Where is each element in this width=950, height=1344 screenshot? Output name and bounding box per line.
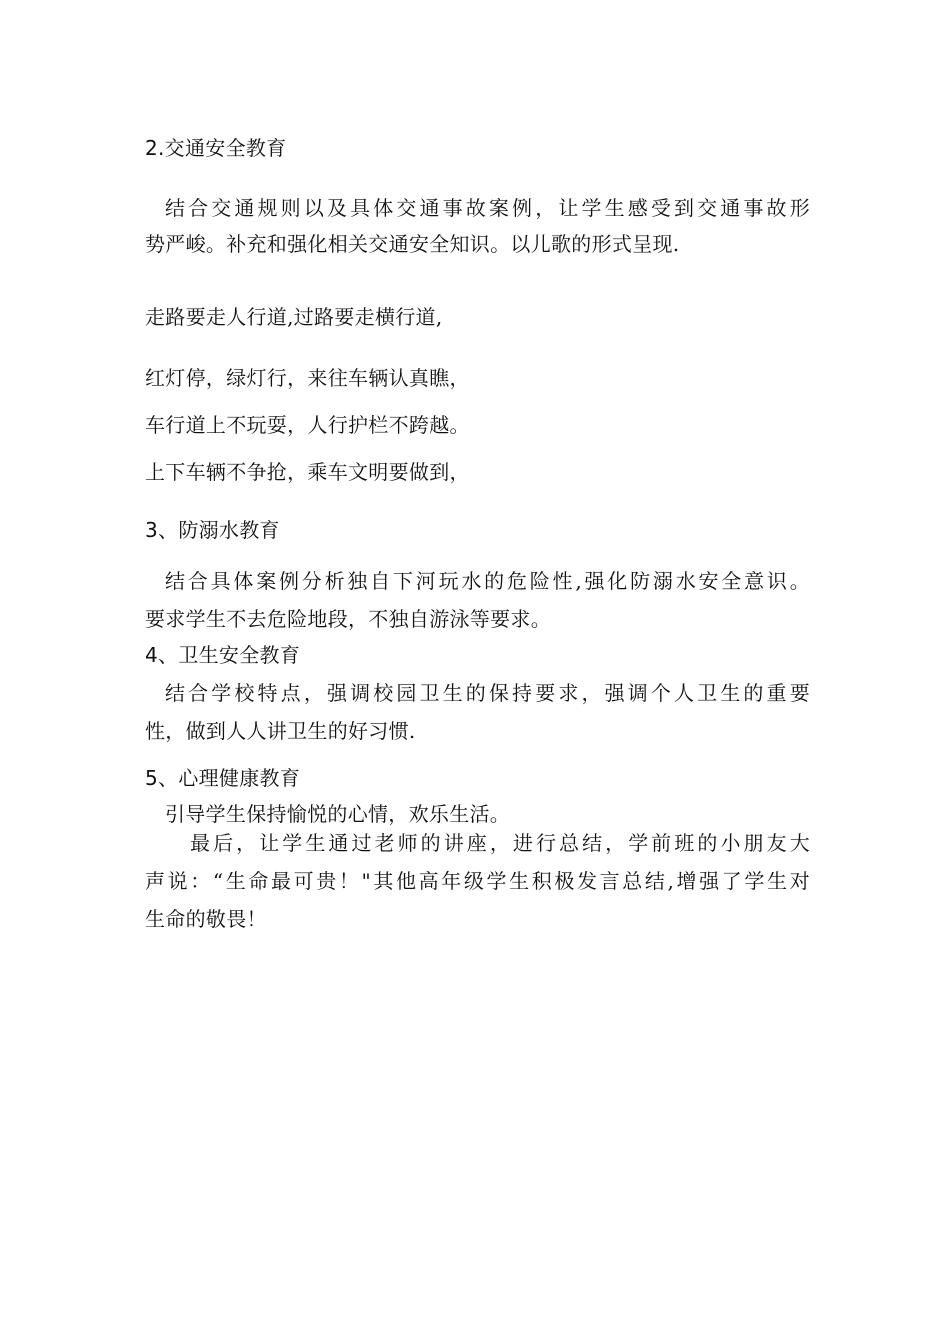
section-heading-mental: 5、心理健康教育 — [145, 766, 301, 790]
mental-paragraph-line-1: 引导学生保持愉悦的心情，欢乐生活。 — [165, 802, 511, 826]
section-heading-drowning: 3、防溺水教育 — [145, 518, 280, 542]
summary-line-1: 最后，让学生通过老师的讲座，进行总结，学前班的小朋友大 — [190, 831, 810, 855]
hygiene-paragraph-line-2: 性，做到人人讲卫生的好习惯. — [145, 719, 416, 743]
summary-line-3: 生命的敬畏！ — [145, 907, 267, 931]
rhyme-line-1: 走路要走人行道,过路要走横行道, — [145, 305, 443, 329]
rhyme-line-2: 红灯停，绿灯行，来往车辆认真瞧， — [145, 366, 470, 390]
traffic-paragraph-line-1: 结合交通规则以及具体交通事故案例，让学生感受到交通事故形 — [165, 196, 810, 220]
hygiene-paragraph-line-1: 结合学校特点，强调校园卫生的保持要求，强调个人卫生的重要 — [165, 681, 810, 705]
drowning-paragraph-line-2: 要求学生不去危险地段，不独自游泳等要求。 — [145, 607, 551, 631]
rhyme-line-4: 上下车辆不争抢，乘车文明要做到， — [145, 460, 470, 484]
drowning-paragraph-line-1: 结合具体案例分析独自下河玩水的危险性,强化防溺水安全意识。 — [165, 569, 810, 593]
rhyme-line-3: 车行道上不玩耍，人行护栏不跨越。 — [145, 413, 470, 437]
section-heading-hygiene: 4、卫生安全教育 — [145, 643, 301, 667]
section-heading-traffic: 2.交通安全教育 — [145, 136, 287, 160]
summary-line-2: 声说：“生命最可贵！"其他高年级学生积极发言总结,增强了学生对 — [145, 869, 810, 893]
traffic-paragraph-line-2: 势严峻。补充和强化相关交通安全知识。以儿歌的形式呈现. — [145, 232, 680, 256]
